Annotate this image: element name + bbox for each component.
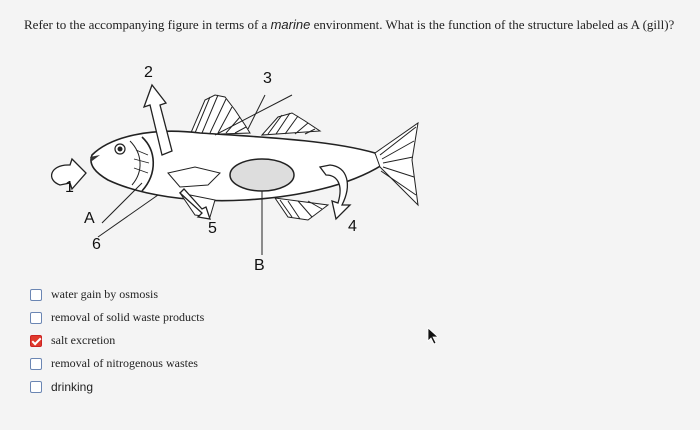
option-nitrogenous-wastes[interactable]: [30, 352, 204, 375]
label-1: 1: [65, 179, 74, 196]
checkbox[interactable]: [30, 312, 42, 324]
option-salt-excretion[interactable]: [30, 329, 204, 352]
checkbox-checked[interactable]: [30, 335, 42, 347]
question-suffix: environment. What is the function of the structure labeled as A (gill)?: [313, 17, 675, 32]
question-text: [24, 16, 694, 34]
checkbox[interactable]: [30, 289, 42, 301]
option-drinking[interactable]: [30, 375, 204, 398]
internal-organ: [230, 159, 294, 191]
checkbox[interactable]: [30, 381, 42, 393]
label-3: 3: [263, 70, 272, 87]
option-label: removal of nitrogenous wastes: [51, 356, 198, 370]
label-B: B: [254, 257, 265, 274]
label-6: 6: [92, 236, 101, 253]
label-4: 4: [348, 218, 357, 235]
label-A: A: [84, 210, 95, 227]
fish-diagram: [30, 55, 450, 280]
option-label: water gain by osmosis: [51, 287, 158, 301]
question-prefix: Refer to the accompanying figure in terms of a: [24, 17, 268, 32]
tail-fin: [375, 123, 418, 205]
option-label: drinking: [51, 379, 94, 394]
mouse-cursor-icon: [427, 327, 441, 345]
option-solid-waste[interactable]: [30, 306, 204, 329]
checkbox[interactable]: [30, 358, 42, 370]
option-water-gain[interactable]: [30, 283, 204, 306]
option-label: removal of solid waste products: [51, 310, 205, 324]
answer-options: [30, 283, 204, 398]
option-label: salt excretion: [51, 333, 116, 347]
question-emphasis: marine: [270, 17, 311, 32]
label-5: 5: [208, 220, 217, 237]
label-2: 2: [144, 64, 153, 81]
